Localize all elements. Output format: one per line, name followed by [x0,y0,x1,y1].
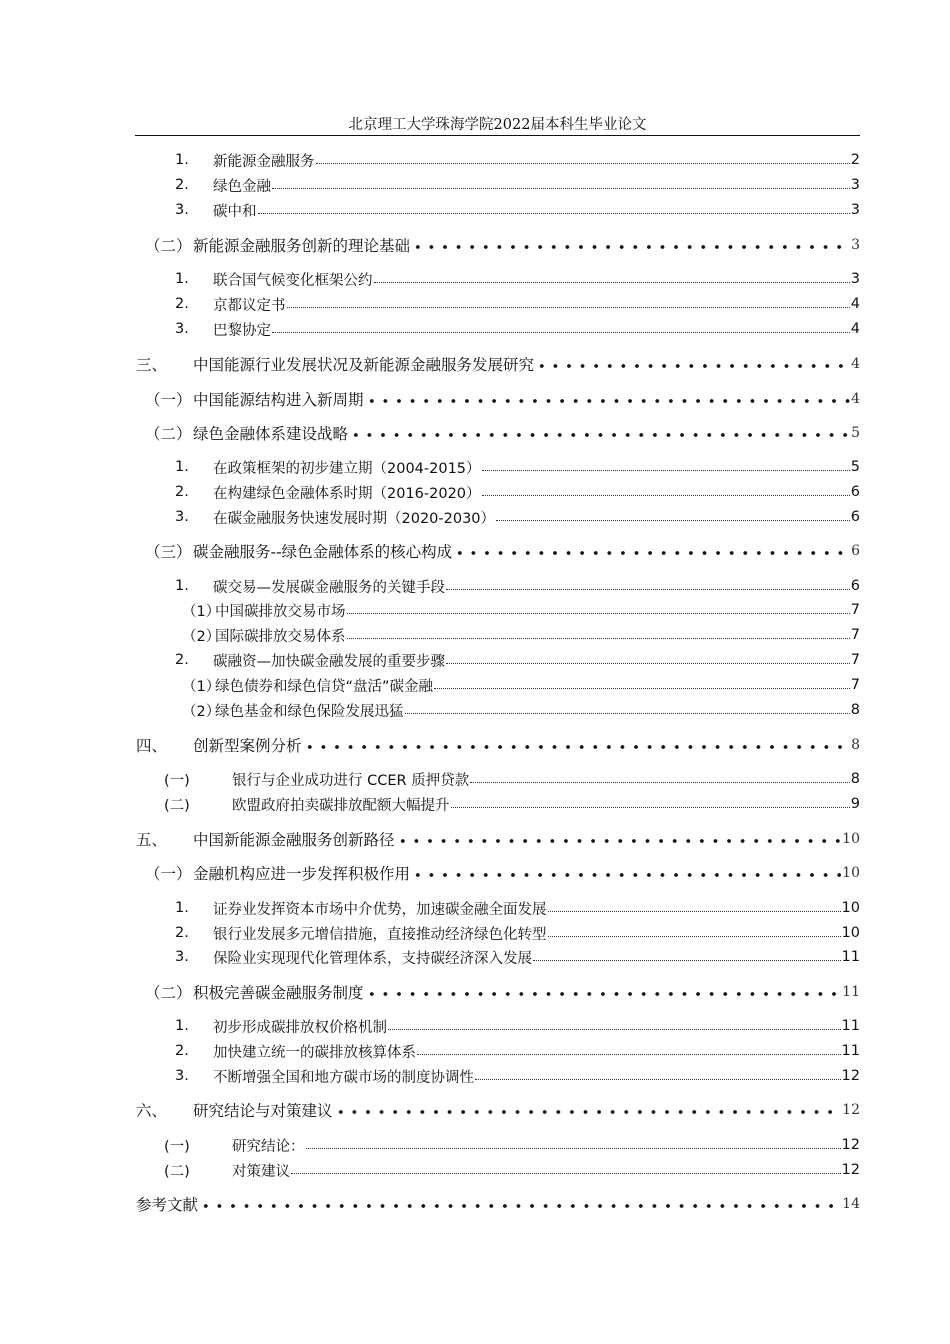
leader-dots [533,960,841,961]
toc-page: 7 [850,652,860,668]
leader-dots [482,470,850,471]
toc-title: 绿色基金和绿色保险发展迅猛 [215,703,404,720]
toc-entry[interactable] [145,388,860,410]
toc-page: 7 [850,677,860,693]
toc-page: 8 [850,771,860,787]
leader-dots [411,873,841,877]
toc-entry[interactable] [175,318,860,340]
toc-page: 2 [850,152,860,168]
toc-title: 研究结论与对策建议 [193,1102,333,1120]
toc-number: （一） [145,865,192,883]
toc-number: （三） [145,543,192,561]
toc-entry[interactable] [175,1015,860,1037]
leader-dots [374,282,850,283]
toc-entry[interactable] [145,862,860,884]
toc-entry[interactable] [164,1134,860,1156]
toc-title: 巴黎协定 [213,322,271,339]
leader-dots [482,495,850,496]
toc-page: 11 [842,984,860,1000]
toc-title: 碳融资—加快碳金融发展的重要步骤 [213,653,445,670]
toc-title: 加快建立统一的碳排放核算体系 [213,1044,416,1061]
leader-dots [396,839,842,843]
toc-title: 初步形成碳排放权价格机制 [213,1019,387,1036]
toc-entry[interactable] [175,946,860,968]
toc-number: 3. [175,321,189,337]
toc-entry[interactable] [145,234,860,256]
toc-title: 创新型案例分析 [193,737,302,755]
leader-dots [316,163,850,164]
toc-page: 10 [842,831,860,847]
toc-entry[interactable] [145,422,860,444]
toc-page: 4 [851,356,860,372]
toc-title: 参考文献 [136,1196,199,1214]
toc-entry[interactable] [175,897,860,919]
toc-entry[interactable] [175,1040,860,1062]
toc-page: 11 [841,1043,860,1059]
toc-entry[interactable] [175,268,860,290]
toc-title: 国际碳排放交易体系 [215,628,346,645]
toc-number: （2） [182,703,221,720]
toc-number: （二） [145,984,192,1002]
toc-number: 1. [175,459,189,475]
toc-chapter[interactable] [136,828,860,850]
toc-page: 12 [841,1068,860,1084]
toc-entry[interactable] [175,149,860,171]
toc-entry[interactable] [182,624,860,646]
toc-number: (一) [164,1138,190,1155]
leader-dots [347,638,850,639]
leader-dots [451,807,850,808]
leader-dots [303,745,851,749]
toc-entry[interactable] [175,575,860,597]
leader-dots [347,613,850,614]
toc-entry[interactable] [175,1065,860,1087]
toc-number: 2. [175,925,189,941]
toc-number: 1. [175,900,189,916]
toc-title: 研究结论： [232,1138,305,1155]
leader-dots [446,663,850,664]
toc-title: 在碳金融服务快速发展时期（2020-2030） [213,510,496,527]
leader-dots [548,911,841,912]
toc-number: (一) [164,772,190,789]
toc-page: 4 [850,321,860,337]
leader-dots [291,1173,841,1174]
toc-entry[interactable] [175,922,860,944]
toc-entry[interactable] [164,793,860,815]
toc-number: 2. [175,177,189,193]
leader-dots [535,364,850,368]
toc-entry[interactable] [175,649,860,671]
toc-page: 3 [850,202,860,218]
toc-entry[interactable] [182,599,860,621]
toc-chapter[interactable] [136,1099,860,1121]
toc-page: 4 [850,296,860,312]
leader-dots [496,520,850,521]
toc-title: 保险业实现现代化管理体系，支持碳经济深入发展 [213,950,532,967]
toc-page: 6 [850,509,860,525]
toc-entry[interactable] [175,199,860,221]
toc-page: 12 [841,1162,860,1178]
toc-number: 2. [175,296,189,312]
leader-dots [548,936,841,937]
toc-number: （2） [182,628,221,645]
toc-number: （二） [145,425,192,443]
toc-number: （1） [182,678,221,695]
toc-page: 14 [842,1196,860,1212]
toc-title: 证券业发挥资本市场中介优势，加速碳金融全面发展 [213,901,547,918]
toc-title: 新能源金融服务创新的理论基础 [193,237,411,255]
toc-entry[interactable] [175,456,860,478]
toc-title: 对策建议 [232,1163,290,1180]
leader-dots [365,992,842,996]
toc-page: 11 [841,949,860,965]
toc-number: 2. [175,484,189,500]
toc-title: 银行业发展多元增信措施，直接推动经济绿色化转型 [213,926,547,943]
toc-title: 银行与企业成功进行 CCER 质押贷款 [232,772,470,789]
toc-page: 12 [841,1137,860,1153]
leader-dots [411,245,850,249]
toc-page: 9 [850,796,860,812]
toc-number: (二) [164,1163,190,1180]
toc-number: 1. [175,152,189,168]
toc-number: 四、 [136,737,168,755]
toc-page: 10 [842,865,860,881]
leader-dots [475,1079,841,1080]
toc-title: 联合国气候变化框架公约 [213,272,373,289]
toc-page: 6 [851,543,860,559]
toc-page: 10 [841,925,860,941]
toc-number: (二) [164,797,190,814]
toc-page: 3 [851,237,860,253]
toc-page: 8 [850,702,860,718]
leader-dots [272,332,850,333]
toc-number: （一） [145,391,192,409]
toc-entry[interactable] [175,174,860,196]
toc-entry[interactable] [175,481,860,503]
toc-references[interactable] [136,1193,860,1215]
toc-number: 3. [175,202,189,218]
toc-page: 7 [850,602,860,618]
toc-page: 12 [842,1102,860,1118]
toc-page: 5 [851,425,860,441]
toc-number: 1. [175,1018,189,1034]
toc-number: （1） [182,603,221,620]
leader-dots [199,1204,841,1208]
toc-number: 3. [175,1068,189,1084]
toc-number: 3. [175,949,189,965]
toc-title: 在构建绿色金融体系时期（2016-2020） [213,485,481,502]
toc-entry[interactable] [182,699,860,721]
toc-number: 2. [175,1043,189,1059]
toc-page: 3 [850,177,860,193]
toc-entry[interactable] [164,768,860,790]
toc-title: 中国能源行业发展状况及新能源金融服务发展研究 [193,356,535,374]
leader-dots [349,433,850,437]
leader-dots [434,688,850,689]
toc-title: 新能源金融服务 [213,153,315,170]
toc-title: 绿色金融 [213,178,271,195]
toc-page: 3 [850,271,860,287]
toc-number: 五、 [136,831,168,849]
leader-dots [272,188,850,189]
toc-title: 积极完善碳金融服务制度 [193,984,364,1002]
leader-dots [287,307,850,308]
toc-title: 中国能源结构进入新周期 [193,391,364,409]
toc-number: 三、 [136,356,168,374]
toc-title: 碳交易—发展碳金融服务的关键手段 [213,579,445,596]
toc-page: 6 [850,484,860,500]
toc-title: 绿色债券和绿色信贷“盘活”碳金融 [215,678,434,695]
toc-entry[interactable] [164,1159,860,1181]
toc-number: 六、 [136,1102,168,1120]
toc-entry[interactable] [145,540,860,562]
toc-page: 10 [841,900,860,916]
toc-page: 6 [850,578,860,594]
toc-entry[interactable] [145,981,860,1003]
toc-number: 1. [175,578,189,594]
page-header: 北京理工大学珠海学院2022届本科生毕业论文 [135,115,860,136]
leader-dots [446,589,850,590]
toc-title: 碳中和 [213,203,257,220]
toc-title: 绿色金融体系建设战略 [193,425,349,443]
toc-number: 3. [175,509,189,525]
leader-dots [417,1054,841,1055]
toc-title: 中国新能源金融服务创新路径 [193,831,395,849]
toc-page: 5 [850,459,860,475]
toc-page: 8 [851,737,860,753]
toc-page: 7 [850,627,860,643]
leader-dots [405,713,850,714]
toc-title: 碳金融服务--绿色金融体系的核心构成 [193,543,453,561]
toc-number: 1. [175,271,189,287]
leader-dots [365,399,851,403]
toc-title: 京都议定书 [213,297,286,314]
leader-dots [453,551,850,555]
toc-chapter[interactable] [136,353,860,375]
toc-title: 在政策框架的初步建立期（2004-2015） [213,460,481,477]
leader-dots [258,213,850,214]
toc-number: 2. [175,652,189,668]
toc-title: 金融机构应进一步发挥积极作用 [193,865,411,883]
toc-entry[interactable] [175,506,860,528]
leader-dots [470,782,850,783]
toc-number: （二） [145,237,192,255]
leader-dots [334,1110,842,1114]
toc-title: 不断增强全国和地方碳市场的制度协调性 [213,1069,474,1086]
leader-dots [388,1029,841,1030]
toc-chapter[interactable] [136,734,860,756]
toc-entry[interactable] [182,674,860,696]
toc-page: 4 [851,391,860,407]
leader-dots [306,1148,841,1149]
toc-entry[interactable] [175,293,860,315]
toc-title: 欧盟政府拍卖碳排放配额大幅提升 [232,797,450,814]
toc-page: 11 [841,1018,860,1034]
toc-title: 中国碳排放交易市场 [215,603,346,620]
